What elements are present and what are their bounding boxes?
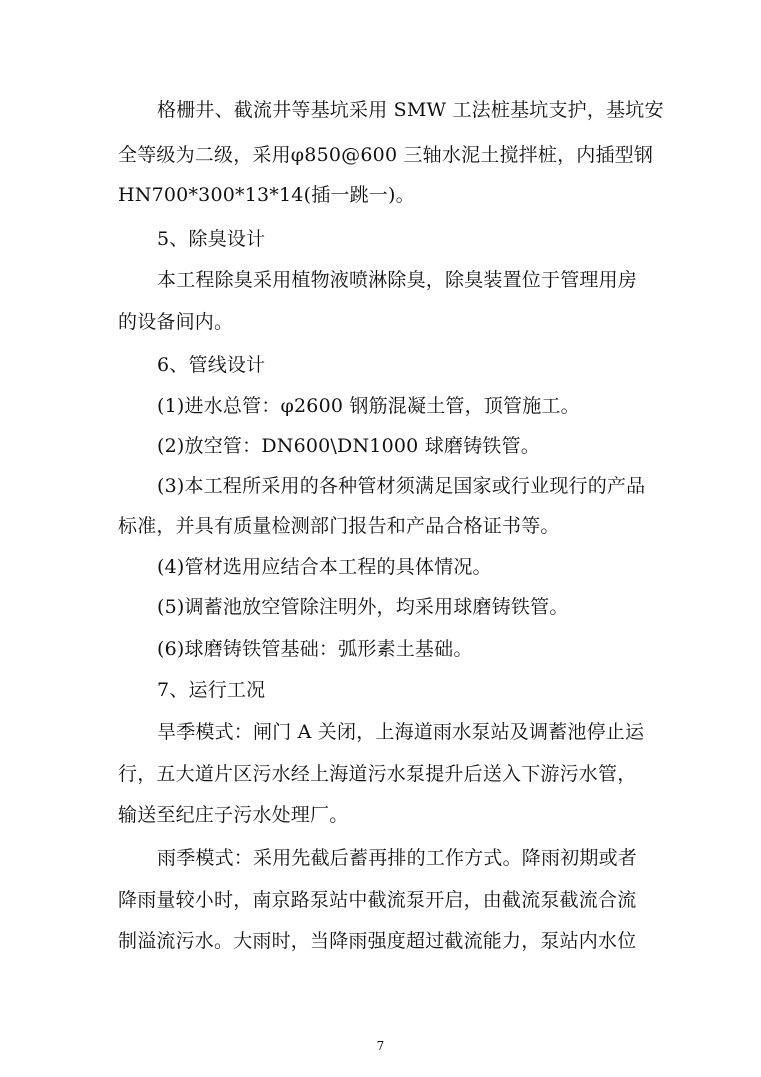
rainy-season-line-1: 雨季模式：采用先截后蓄再排的工作方式。降雨初期或者 [157,847,638,869]
paragraph-line-5: 本工程除臭采用植物液喷淋除臭，除臭装置位于管理用房 [157,269,638,291]
section-heading-deodorization: 5、除臭设计 [157,228,266,250]
paragraph-line-1: 格栅井、截流井等基坑采用 SMW 工法桩基坑支护，基坑安 [157,99,664,121]
list-item-6: (6)球磨铸铁管基础：弧形素土基础。 [157,638,473,660]
dry-season-line-2: 行，五大道片区污水经上海道污水泵提升后送入下游污水管， [118,763,637,785]
list-item-5: (5)调蓄池放空管除注明外，均采用球磨铸铁管。 [157,596,569,618]
rainy-season-line-3: 制溢流污水。大雨时，当降雨强度超过截流能力，泵站内水位 [118,930,637,952]
list-item-3-line-1: (3)本工程所采用的各种管材须满足国家或行业现行的产品 [157,475,646,497]
list-item-4: (4)管材选用应结合本工程的具体情况。 [157,556,492,578]
dry-season-line-1: 旱季模式：闸门 A 关闭，上海道雨水泵站及调蓄池停止运 [157,721,645,743]
list-item-3-line-2: 标准，并具有质量检测部门报告和产品合格证书等。 [118,515,560,537]
paragraph-line-6: 的设备间内。 [118,311,234,333]
page-number: 7 [376,1039,385,1053]
section-heading-pipeline: 6、管线设计 [157,354,266,376]
dry-season-line-3: 输送至纪庄子污水处理厂。 [118,804,349,826]
list-item-1: (1)进水总管：φ2600 钢筋混凝土管，顶管施工。 [157,395,580,417]
rainy-season-line-2: 降雨量较小时，南京路泵站中截流泵开启，由截流泵截流合流 [118,889,637,911]
list-item-2: (2)放空管：DN600\DN1000 球磨铸铁管。 [157,435,540,457]
paragraph-line-2: 全等级为二级，采用φ850@600 三轴水泥土搅拌桩，内插型钢 [118,144,654,166]
section-heading-operation: 7、运行工况 [157,679,266,701]
paragraph-line-3: HN700*300*13*14(插一跳一)。 [118,184,415,206]
